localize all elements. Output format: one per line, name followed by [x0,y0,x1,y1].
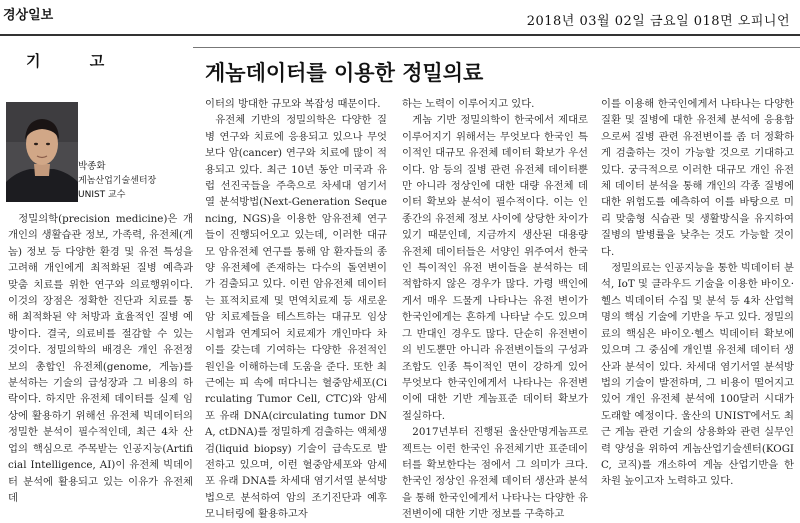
article-column-4 [601,96,794,488]
author-photo [6,102,78,202]
paragraph: 게놈 기반 정밀의학이 한국에서 제대로 이루어지기 위해서는 무엇보다 한국인 특이적인 대규모 유전체 데이터 확보가 우선이다. 암 등의 질병 관련 유전체 데이터뿐만 아니라 정상인에 대한 대량 유전체 데이터 확보와 분석이 필수적이다. 이는 인종간의 유전체 정보 사이에 상당한 차이가 있기 때문인데, 지금까지 생산된 대용량 유전체 데이터들은 서양인 위주여서 한국인 특이적인 유전 변이들을 분석하는 데 적합하지 않은 경우가 많다. 가령 백인에게서 매우 드물게 나타나는 유전 변이가 한국인에게는 흔하게 나타날 수도 있으며 그 반대인 경우도 많다. 단순히 유전변이의 빈도뿐만 아니라 유전변이들의 구성과 조합도 인종 특이적인 면이 강하게 있어 무엇보다 한국인에게서 나타나는 유전변이에 대한 기반 게놈표준 데이터 확보가 절실하다. [402,114,588,422]
author-affiliation: UNIST 교수 [78,190,126,200]
newspaper-name: 경상일보 [3,8,54,23]
article-column-2 [205,96,387,521]
author-byline [78,160,156,202]
paragraph: 이터의 방대한 규모와 복잡성 때문이다. [205,98,381,110]
article-column-3 [402,96,588,521]
paragraph: 하는 노력이 이루어지고 있다. [402,98,535,110]
dateline: 2018년 03월 02일 금요일 018면 오피니언 [526,14,790,29]
paragraph: 정밀의료는 인공지능을 통한 빅데이터 분석, IoT 및 클라우드 기술을 이용한 바이오·헬스 빅데이터 수집 및 분석 등 4차 산업혁명의 핵심 기술에 기반을 두고 있다. 정밀의료의 핵심은 바이오·헬스 빅데이터 확보에 있으며 그 중심에 개인별 유전체 데이터 생산과 분석이 있다. 차세대 염기서열 분석방법의 기술이 발전하며, 그 비용이 떨어지고 있어 개인 유전체 분석에 100달러 시대가 도래할 예정이다. 울산의 UNIST에서도 최근 게놈 관련 기술의 상용화와 관련 실무인력 양성을 위하여 게놈산업기술센터(KOGIC, 코직)를 개소하여 게놈 산업기반을 한 차원 높이고자 노력하고 있다. [601,262,794,488]
section-label: 기 고 [26,52,127,70]
paragraph: 2017년부터 진행된 울산만명게놈프로젝트는 이런 한국인 유전체기반 표준데이터를 확보한다는 점에서 그 의미가 크다. 한국인 정상인 유전체 데이터 생산과 분석을 통해 한국인에게서 나타나는 다양한 유전변이에 대한 기반 정보를 구축하고 [402,426,588,521]
author-name: 박종화 [78,161,106,172]
masthead [0,0,800,36]
paragraph: 정밀의학(precision medicine)은 개개인의 생활습관 정보, 가족력, 유전체(게놈) 정보 등 다양한 환경 및 유전 특성을 고려해 개인에게 최적화된 질병 예측과 맞춤 치료를 위한 연구와 의료행위이다. 이것의 장점은 정확한 진단과 치료를 통해 최적화된 약 처방과 효율적인 질병 예방이다. 결국, 의료비를 절감할 수 있는 것이다. 정밀의학의 배경은 개인 유전정보의 총합인 유전체(genome, 게놈)를 분석하는 기술의 급성장과 그 비용의 하락이다. 하지만 유전체 데이터를 실제 임상에 활용하기 위해선 유전체 빅데이터의 정밀한 분석이 필수적인데, 최근 4차 산업의 핵심으로 주목받는 인공지능(Artificial Intelligence, AI)이 유전체 빅데이터 분석에 활용되고 있는 이유가 유전체 데 [8,213,193,504]
author-title: 게놈산업기술센터장 [78,176,157,186]
paragraph: 이를 이용해 한국인에게서 나타나는 다양한 질환 및 질병에 대한 유전체 분석에 응용함으로써 질병 관련 유전변이를 좀 더 정확하게 검출하는 것이 가능할 것으로 기대하고 있다. 궁극적으로 이러한 대규모 개인 유전체 데이터 분석을 통해 개인의 각종 질병에 대한 위험도를 예측하여 이를 바탕으로 미리 맞춤형 식습관 및 생활방식을 유지하여 질병의 발병률을 낮추는 것도 가능할 것이다. [601,98,794,258]
article-column-1 [8,211,193,504]
headline-rule [193,47,800,48]
masthead-rule [0,34,800,36]
article-headline: 게놈데이터를 이용한 정밀의료 [205,61,484,85]
paragraph: 유전체 기반의 정밀의학은 다양한 질병 연구와 치료에 응용되고 있으나 무엇보다 암(cancer) 연구와 치료에 많이 적용되고 있다. 최근 10년 동안 미국과 유럽 선진국들을 주축으로 차세대 염기서열 분석방법(Next-Generation Sequencing, NGS)을 이용한 암유전체 연구들이 진행되어오고 있는데, 이러한 대규모 암유전체 연구를 통해 암 환자들의 종양 유전체에 존재하는 다수의 돌연변이가 검출되고 있다. 이런 암유전체 데이터는 표적치료제 및 면역치료제 등 새로운 암 치료제들을 테스트하는 대규모 임상시험과 연계되어 치료제가 개인마다 차이를 갖는데 기여하는 다양한 유전적인 원인을 이해하는데 도움을 준다. 또한 최근에는 피 속에 떠다니는 혈중암세포(Circulating Tumor Cell, CTC)와 암세포 유래 DNA(circulating tumor DNA, ctDNA)를 정밀하게 검출하는 액체생검(liquid biopsy) 기술이 급속도로 발전하고 있으며, 이런 혈중암세포와 암세포 유래 DNA를 차세대 염기서열 분석방법으로 분석하여 암의 조기진단과 예후 모니터링에 활용하고자 [205,114,387,521]
